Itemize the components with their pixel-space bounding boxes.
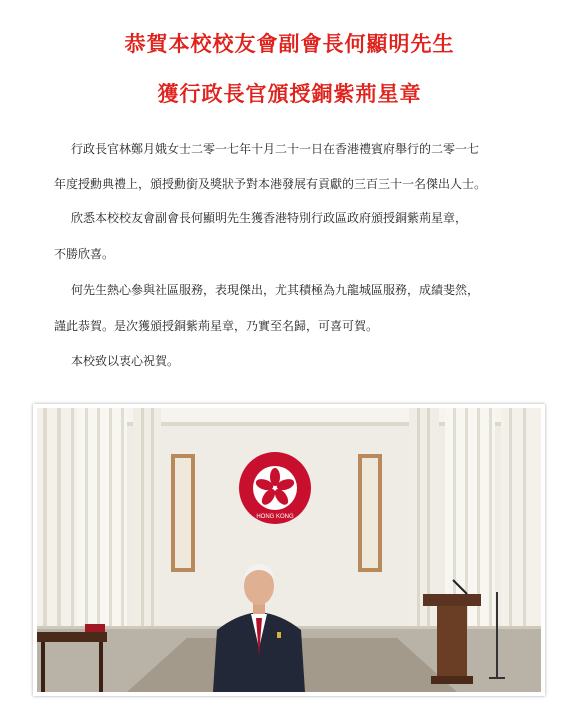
paragraph-3-line-2: 謹此恭賀。是次獲頒授銅紫荊星章，乃實至名歸，可喜可賀。 <box>54 319 379 333</box>
ceremony-photo-frame <box>33 404 545 696</box>
paragraph-4-line-1: 本校致以衷心祝賀。 <box>71 354 180 368</box>
paragraph-2-line-2: 不勝欣喜。 <box>54 247 115 261</box>
paragraph-2-line-1: 欣悉本校校友會副會長何顯明先生獲香港特別行政區政府頒授銅紫荊星章， <box>71 211 468 225</box>
paragraph-3-line-1: 何先生熱心參與社區服務，表現傑出，尤其積極為九龍城區服務，成績斐然， <box>71 283 480 297</box>
hong-kong-emblem-icon <box>239 452 311 524</box>
title-line-1: 恭賀本校校友會副會長何顯明先生 <box>124 32 455 56</box>
paragraph-1-line-2: 年度授勳典禮上，頒授勳銜及獎狀予對本港發展有貢獻的三百三十一名傑出人士。 <box>54 177 487 191</box>
title-line-2: 獲行政長官頒授銅紫荊星章 <box>157 82 422 106</box>
paragraph-1-line-1: 行政長官林鄭月娥女士二零一七年十月二十一日在香港禮賓府舉行的二零一七 <box>71 142 480 156</box>
ceremony-photo <box>37 408 541 692</box>
emblem-text: HONG KONG <box>256 514 294 520</box>
